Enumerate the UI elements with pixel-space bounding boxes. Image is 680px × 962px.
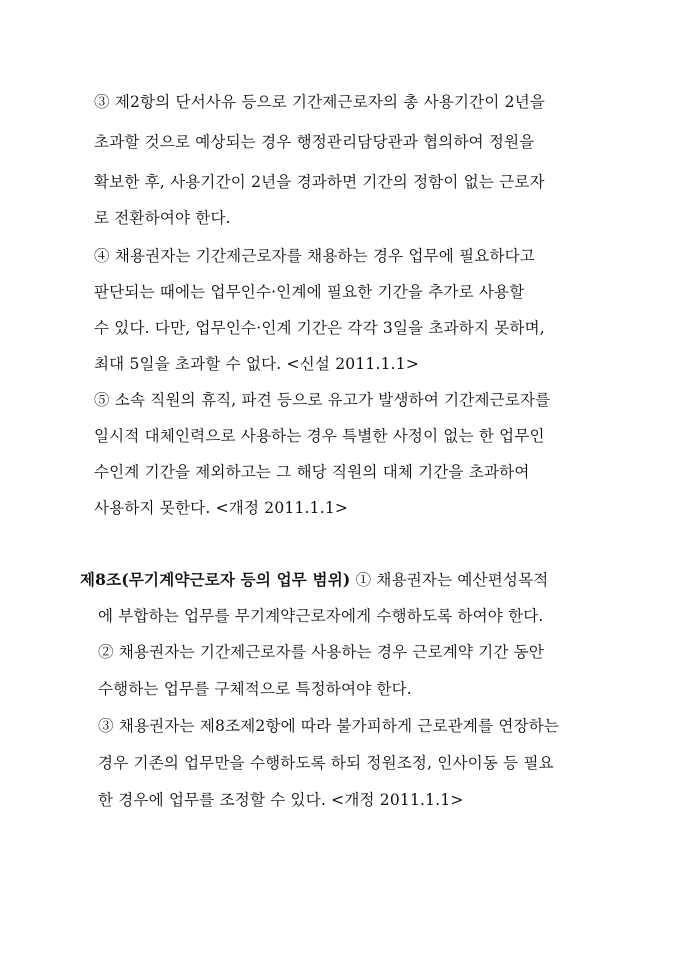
clause-4-line-4: 최대 5일을 초과할 수 없다. <신설 2011.1.1> bbox=[94, 355, 420, 373]
article-8-clause-1-line-2: 에 부합하는 업무를 무기계약근로자에게 수행하도록 하여야 한다. bbox=[98, 607, 544, 625]
article-8-clause-1-start: ① 채용권자는 예산편성목적 bbox=[355, 571, 549, 589]
clause-4-line-3: 수 있다. 다만, 업무인수·인계 기간은 각각 3일을 초과하지 못하며, bbox=[94, 319, 545, 337]
article-8-title: 제8조(무기계약근로자 등의 업무 범위) bbox=[80, 570, 351, 589]
clause-5-line-1: ⑤ 소속 직원의 휴직, 파견 등으로 유고가 발생하여 기간제근로자를 bbox=[94, 391, 551, 409]
clause-3-line-1: ③ 제2항의 단서사유 등으로 기간제근로자의 총 사용기간이 2년을 bbox=[94, 93, 546, 111]
clause-5-line-2: 일시적 대체인력으로 사용하는 경우 특별한 사정이 없는 한 업무인 bbox=[94, 427, 545, 445]
clause-4-line-1: ④ 채용권자는 기간제근로자를 채용하는 경우 업무에 필요하다고 bbox=[94, 247, 535, 265]
clause-3-line-4: 로 전환하여야 한다. bbox=[94, 209, 231, 227]
clause-5-line-3: 수인계 기간을 제외하고는 그 해당 직원의 대체 기간을 초과하여 bbox=[94, 463, 530, 481]
article-8-clause-2-line-1: ② 채용권자는 기간제근로자를 사용하는 경우 근로계약 기간 동안 bbox=[98, 643, 545, 661]
clause-4-line-2: 판단되는 때에는 업무인수·인계에 필요한 기간을 추가로 사용할 bbox=[94, 283, 525, 301]
article-8-clause-2-line-2: 수행하는 업무를 구체적으로 특정하여야 한다. bbox=[98, 680, 412, 698]
clause-5-line-4: 사용하지 못한다. <개정 2011.1.1> bbox=[94, 499, 349, 517]
clause-3-line-2: 초과할 것으로 예상되는 경우 행정관리담당관과 협의하여 정원을 bbox=[94, 133, 535, 151]
article-8-clause-3-line-3: 한 경우에 업무를 조정할 수 있다. <개정 2011.1.1> bbox=[98, 791, 464, 809]
article-8-heading-line bbox=[80, 570, 548, 590]
article-8-clause-3-line-2: 경우 기존의 업무만을 수행하도록 하되 정원조정, 인사이동 등 필요 bbox=[98, 754, 554, 772]
clause-3-line-3: 확보한 후, 사용기간이 2년을 경과하면 기간의 정함이 없는 근로자 bbox=[94, 173, 545, 191]
article-8-clause-3-line-1: ③ 채용권자는 제8조제2항에 따라 불가피하게 근로관계를 연장하는 bbox=[98, 717, 560, 735]
